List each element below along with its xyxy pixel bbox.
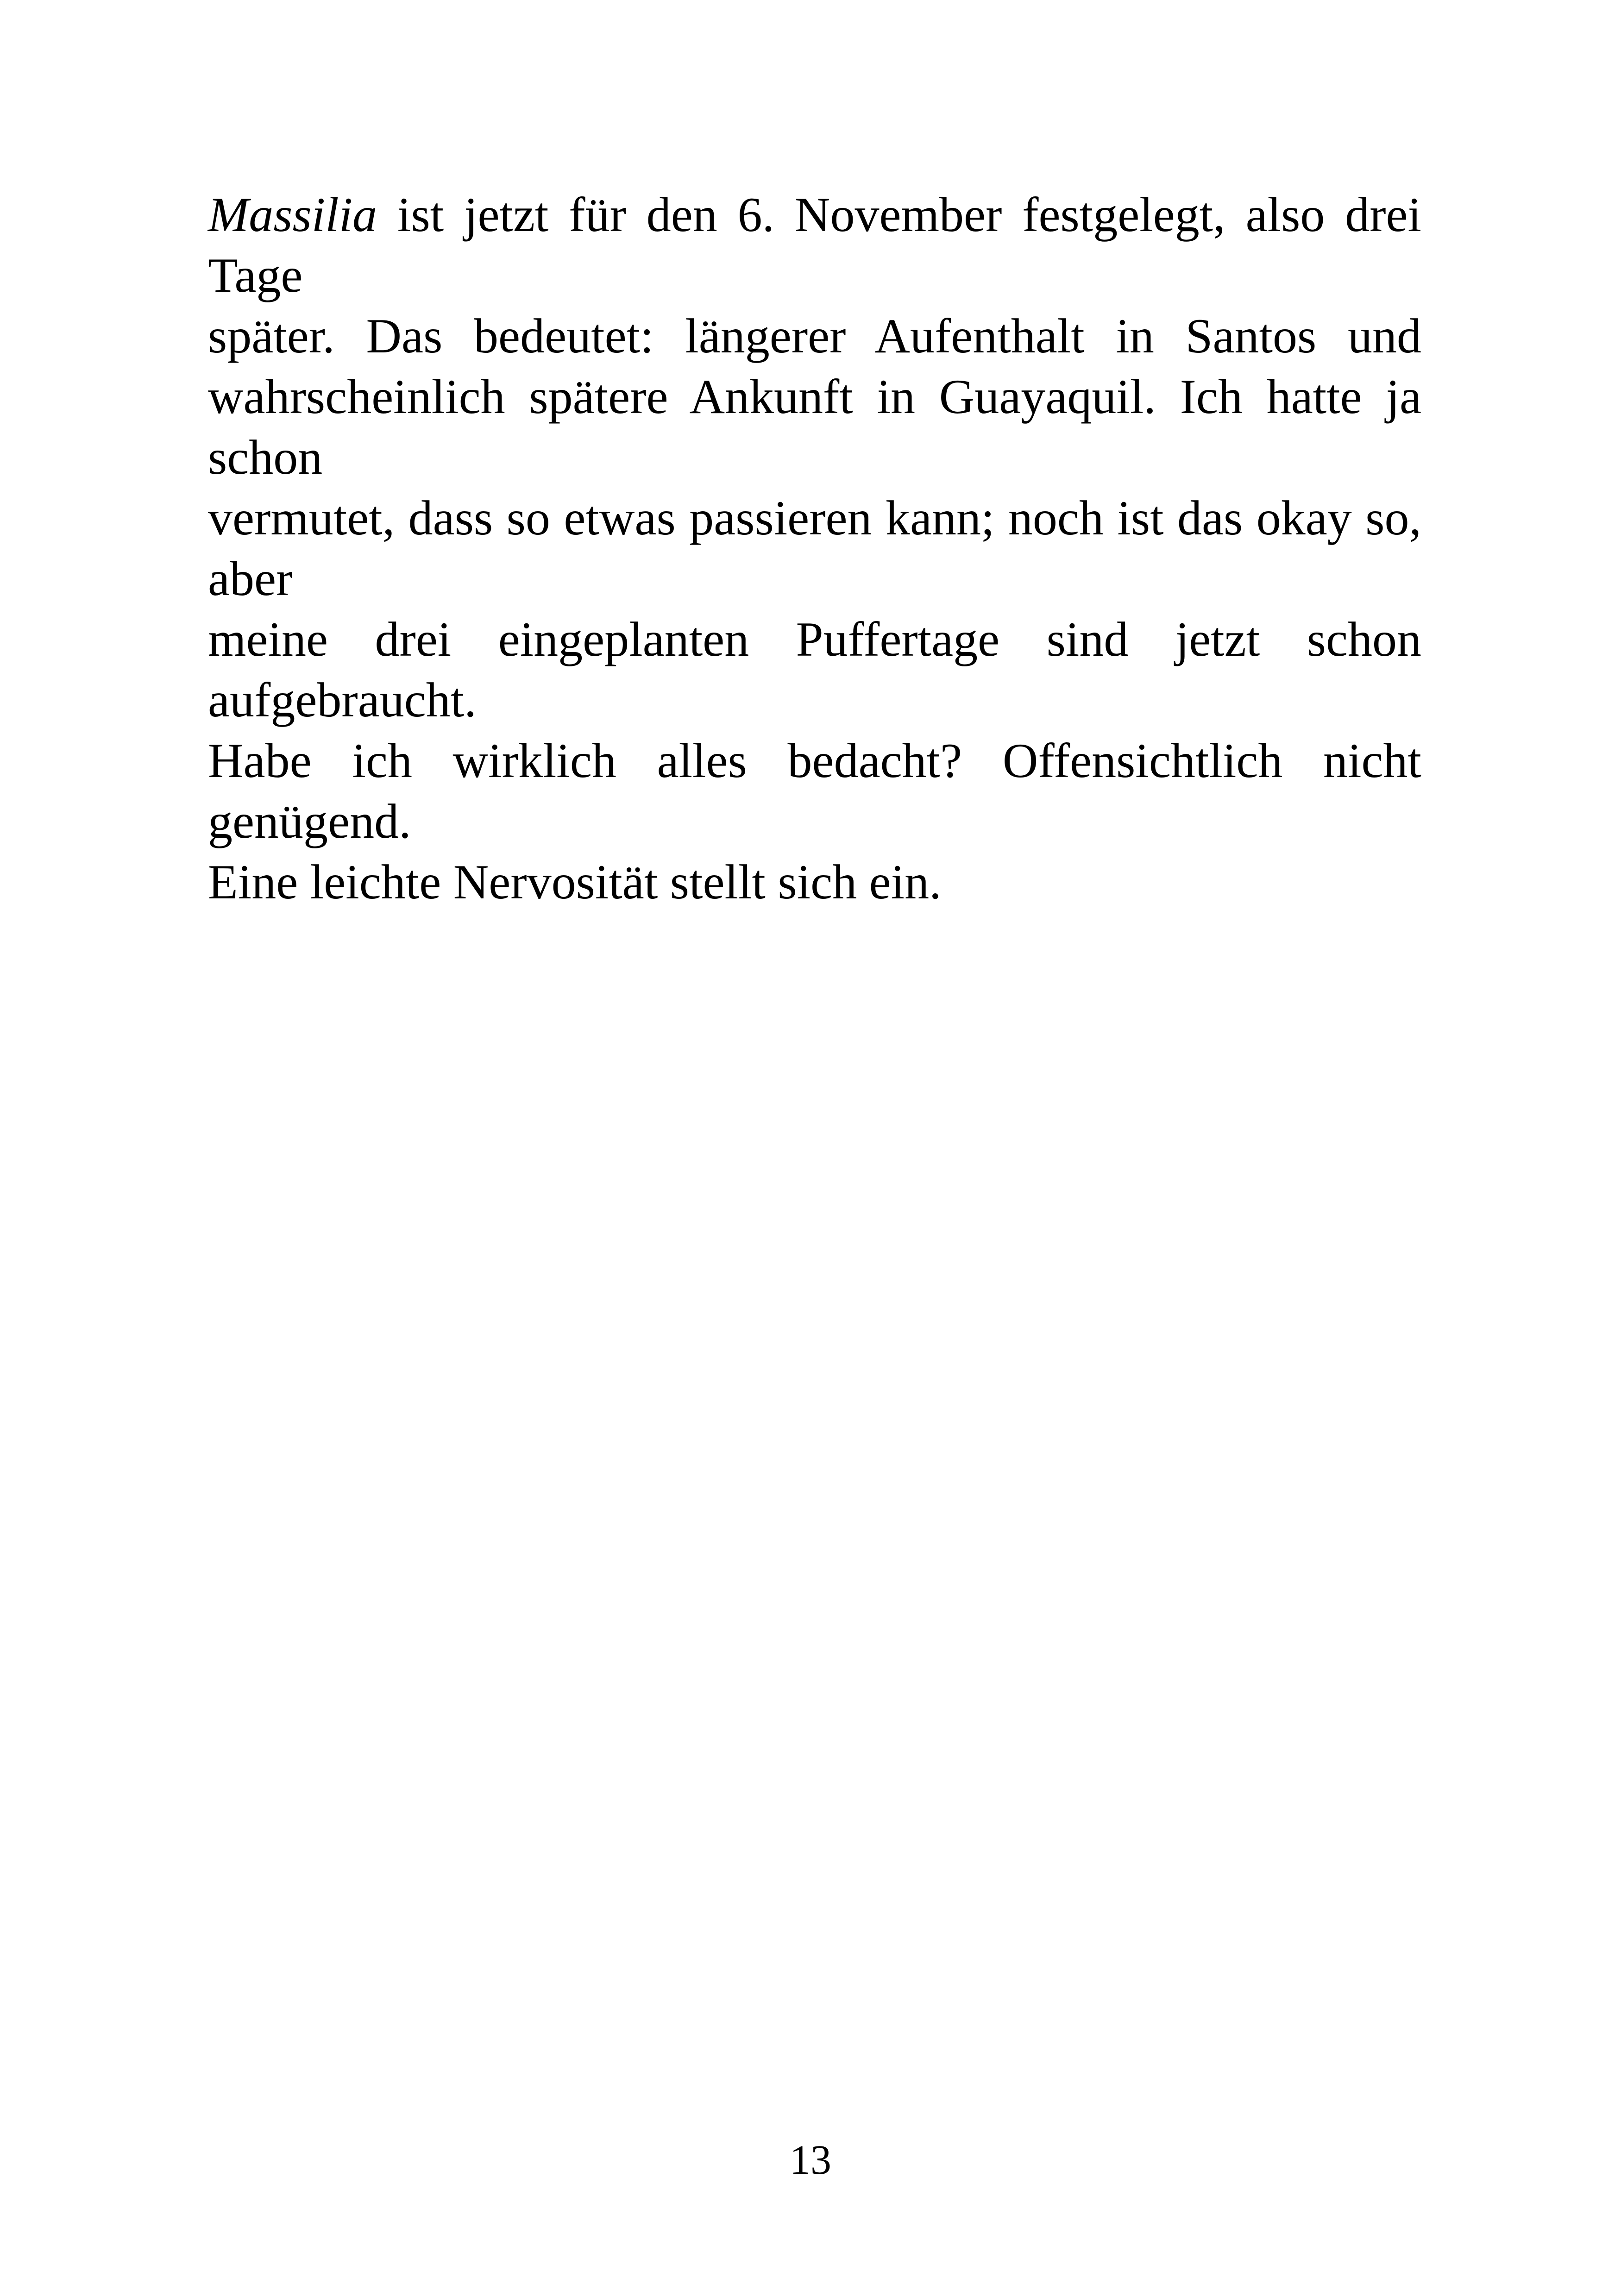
text-line-1 — [208, 184, 1421, 306]
text-line-3: wahrscheinlich spätere Ankunft in Guayaquil. Ich hatte ja schon — [208, 370, 1421, 484]
text-line-1-rest: ist jetzt für den 6. November festgelegt, also drei Tage — [208, 188, 1421, 302]
text-line-4: vermutet, dass so etwas passieren kann; noch ist das okay so, aber — [208, 491, 1421, 606]
text-line-6: Habe ich wirklich alles bedacht? Offensichtlich nicht genügend. — [208, 734, 1421, 848]
body-paragraph — [208, 184, 1421, 912]
page-number: 13 — [790, 2137, 831, 2183]
text-line-5: meine drei eingeplanten Puffertage sind jetzt schon aufgebraucht. — [208, 612, 1421, 727]
text-line-7: Eine leichte Nervosität stellt sich ein. — [208, 855, 942, 909]
text-line-2: später. Das bedeutet: längerer Aufenthalt in Santos und — [208, 309, 1421, 363]
ship-name: Massilia — [208, 188, 377, 242]
